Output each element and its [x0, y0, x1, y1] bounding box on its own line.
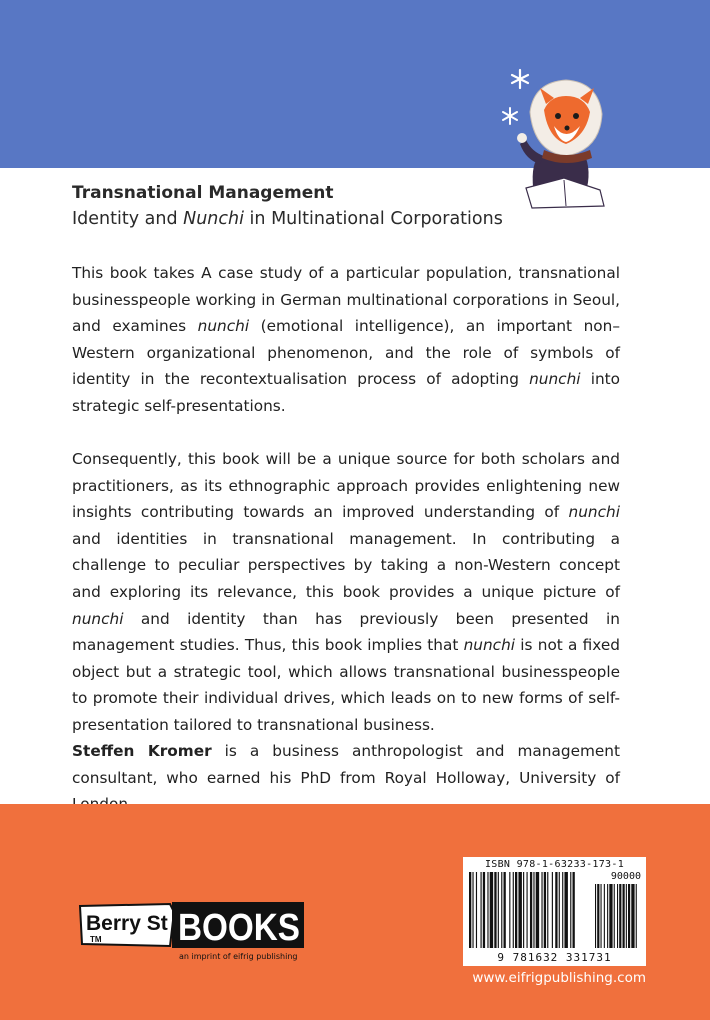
subtitle-emphasis: Nunchi [183, 209, 244, 229]
barcode-addon-bar [614, 884, 615, 948]
emphasis-term: nunchi [568, 503, 620, 522]
paragraph-text: (emotional intelligence), an important non–Western organizational phenomenon, and the role of symbols of identity in the recontextualisation process of adopting [72, 317, 620, 389]
barcode-addon-bar [595, 884, 596, 948]
barcode-bar [515, 872, 517, 948]
publisher-website: www.eifrigpublishing.com [472, 970, 646, 986]
paragraph-text: is not a fixed object but a strategic tool, which allows transnational businesspeople to promote their individual drives, which leads on to new forms of self-presentation tailored to transnational business. [72, 636, 620, 734]
isbn-digits: 9 781632 331731 [497, 951, 612, 964]
barcode-bar [518, 872, 521, 948]
barcode-bar [476, 872, 477, 948]
barcode-addon-bar [609, 884, 612, 948]
barcode-bar [469, 872, 471, 948]
barcode-bar [533, 872, 534, 948]
paragraph-text: into strategic self-presentations. [72, 370, 621, 415]
book-title: Transnational Management [72, 183, 334, 203]
barcode-bar [504, 872, 506, 948]
barcode-bar [481, 872, 482, 948]
barcode-bar [547, 872, 548, 948]
book-subtitle [72, 206, 620, 232]
barcode-bar [501, 872, 502, 948]
isbn-label: ISBN 978-1-63233-173-1 [484, 859, 625, 870]
paragraph-text: and identities in transnational management. In contributing a challenge to peculiar perspectives by taking a non-Western concept and exploring its relevance, this book provides a unique picture of [72, 529, 620, 601]
emphasis-term: nunchi [529, 370, 581, 389]
logo-left-text: Berry St [86, 912, 168, 935]
author-name: Steffen Kromer [72, 742, 212, 760]
barcode-addon-bar [636, 884, 637, 948]
barcode-bar [483, 872, 485, 948]
paragraph-text: and identity than has previously been presented in management studies. Thus, this book implies that [72, 609, 620, 655]
publisher-logo [78, 902, 304, 966]
description-paragraph-2 [72, 446, 620, 739]
barcode-bar [490, 872, 493, 948]
barcode-bar [552, 872, 553, 948]
barcode-addon-bar [631, 884, 634, 948]
barcode-addon-bar [619, 884, 621, 948]
barcode-bar [562, 872, 563, 948]
snowflake-icon [512, 70, 528, 88]
barcode-bar [472, 872, 473, 948]
barcode-addon-bar [597, 884, 599, 948]
logo-tm: TM [90, 935, 102, 944]
barcode-addon-bar [607, 884, 608, 948]
emphasis-term: nunchi [72, 609, 124, 628]
emphasis-term: nunchi [197, 317, 250, 336]
barcode-bar [523, 872, 524, 948]
snowflake-icon [503, 108, 517, 124]
barcode-bars [469, 872, 640, 952]
publisher-tagline: an imprint of eifrig publishing [179, 952, 298, 961]
barcode-bar [544, 872, 546, 948]
barcode-bar [509, 872, 510, 948]
barcode-bar [527, 872, 528, 948]
barcode-addon-bar [623, 884, 625, 948]
barcode-addon-bar [604, 884, 605, 948]
isbn-barcode [463, 857, 646, 966]
subtitle-text: in Multinational Corporations [243, 209, 503, 229]
barcode-bar [559, 872, 560, 948]
barcode-addon-bar [601, 884, 602, 948]
barcode-bar [541, 872, 542, 948]
barcode-addon-bar [628, 884, 630, 948]
price-code: 90000 [610, 871, 641, 882]
author-bio-text: is a business anthropologist and management consultant, who earned his PhD from Royal Holloway, University of [72, 742, 620, 787]
barcode-bar [513, 872, 514, 948]
barcode-addon-bar [626, 884, 627, 948]
subtitle-text: Identity and [72, 209, 184, 229]
description-paragraph-1 [72, 260, 620, 420]
barcode-bar [564, 872, 567, 948]
paragraph-text: Consequently, this book will be a unique source for both scholars and practitioners, as its ethnographic approach provides enlightening new insights contributing towards an improved understanding of [72, 450, 620, 522]
barcode-bar [494, 872, 496, 948]
emphasis-term: nunchi [463, 636, 516, 655]
barcode-bar [573, 872, 575, 948]
barcode-bar [487, 872, 488, 948]
barcode-bar [530, 872, 532, 948]
barcode-bar [570, 872, 571, 948]
barcode-bar [536, 872, 539, 948]
paragraph-text: This book takes A case study of a particular population, transnational businesspeople working in German multinational corporations in Seoul, and examines [72, 264, 620, 336]
logo-books-text: BOOKS [178, 907, 300, 948]
barcode-bar [555, 872, 557, 948]
barcode-bar [498, 872, 499, 948]
barcode-addon-bar [617, 884, 618, 948]
